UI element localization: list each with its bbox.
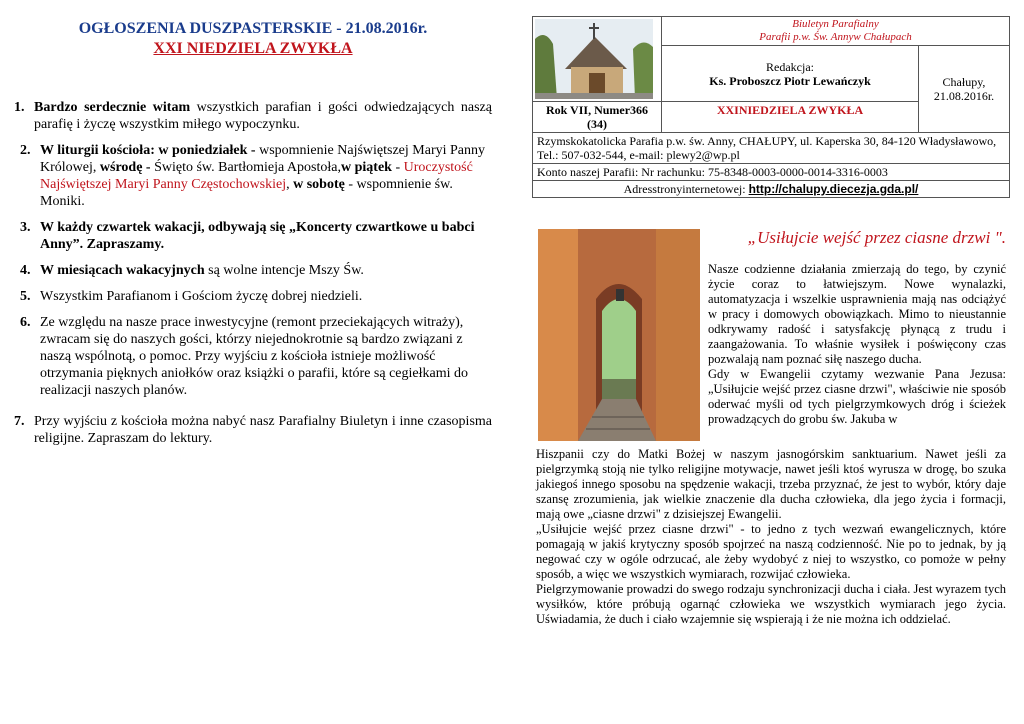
list-item: 3. W każdy czwartek wakacji, odbywają się „Koncerty czwartkowe u babci Anny”. Zapraszamy. — [20, 220, 475, 252]
bulletin-title-cell: Biuletyn Parafialny Parafii p.w. Św. Annyw Chałupach — [662, 17, 1010, 46]
list-item: 1. Bardzo serdecznie witam wszystkich parafian i gości odwiedzających naszą parafię i życzę wszystkim miłego wypoczynku. — [14, 100, 492, 132]
article-continuation: Hiszpanii czy do Matki Bożej w naszym jasnogórskim sanktuarium. Nawet jeśli za pielgrzymką stoją nie tylko religijne motywacje, nawet jeśli ktoś wyrusza w drogę, bo szuka jakiegoś innego sposobu na spędzenie wakacji, trzeba przyznać, że jest to wybór, który daje szansę zrozumienia, jak wielkie znaczenie dla ducha człowieka, dla jego życia i formacji, mają owe „ciasne drzwi" z dzisiejszej Ewangelii. „Usiłujcie wejść przez ciasne drzwi" - to jedno z tych wezwań ewangelicznych, które pomagają w jakiś krytyczny sposób spojrzeć na naszą codzienność. Nie po to jednak, by ją negować czy w ogóle odrzucać, ale żeby wydobyć z niej to wszystko, co pomoże w pełny sposób, a więc we wszystkich wymiarach, rozwijać człowieka. Pielgrzymowanie prowadzi do swego rodzaju synchronizacji ducha i ciała. Jest wyrazem tych wysiłków, które próbują ogarnąć człowieka we wszystkich wymiarach jego życia. Uświadamia, że duch i ciało wzajemnie się wspierają i że nie można ich oddzielać. — [536, 447, 1006, 626]
website-link[interactable]: http://chalupy.diecezja.gda.pl/ — [748, 182, 919, 196]
narrow-passage-photo — [538, 229, 700, 441]
editor-cell: Redakcja: Ks. Proboszcz Piotr Lewańczyk — [662, 46, 919, 102]
article-title: „Usiłujcie wejść przez ciasne drzwi ". — [747, 228, 1006, 247]
list-item: 2. W liturgii kościoła: w poniedziałek - wspomnienie Najświętszej Maryi Panny Królowej, wśrodę - Święto św. Bartłomieja Apostoła,w piątek - Uroczystość Najświętszej Maryi Panny Częstochowskiej, w sobotę - wspomnienie św. Moniki. — [20, 143, 485, 209]
announcements — [14, 14, 492, 456]
date-cell: Chałupy, 21.08.2016r. — [919, 46, 1010, 133]
sunday-name: XXINIEDZIELA ZWYKŁA — [662, 102, 919, 133]
list-item: 7. Przy wyjściu z kościoła można nabyć nasz Parafialny Biuletyn i inne czasopisma religijne. Zapraszam do lektury. — [14, 414, 492, 446]
bulletin-header — [532, 16, 1010, 198]
article-paragraph: Nasze codzienne działania zmierzają do tego, by czynić życie coraz to łatwiejszym. Nowe wynalazki, automatyzacja i wszelkie usprawnienia mają nas odciążyć w pracy i domowych obowiązkach. Mimo to nieustannie odkrywamy radość i satysfakcję płynącą z trudu i zaangażowania. To właśnie wysiłek i poświęcony czas pozwalają nam poznać siłę naszego ducha. Gdy w Ewangelii czytamy wezwanie Pana Jezusa: „Usiłujcie wejść przez ciasne drzwi", właściwie nie sposób oderwać myśli od tych pielgrzymkowych dróg i ścieżek prowadzących do grobu św. Jakuba w — [708, 262, 1006, 426]
announcements-title: OGŁOSZENIA DUSZPASTERSKIE - 21.08.2016r. — [78, 20, 428, 37]
church-photo — [535, 19, 653, 99]
bank-account: Konto naszej Parafii: Nr rachunku: 75-8348-0003-0000-0014-3316-0003 — [533, 164, 1010, 181]
list-item: 6. Ze względu na nasze prace inwestycyjne (remont przeciekających witraży), zwracam się do naszych gości, którzy niejednokrotnie są bardzo związani z naszą wspólnotą, o pomoc. Przy wyjściu z kościoła istnieje możliwość otrzymania pięknych aniołków oraz książki o parafii, które są cegiełkami do realizacji naszych planów. — [20, 315, 469, 398]
church-photo-cell — [533, 17, 662, 102]
list-item: 5. Wszystkim Parafianom i Gościom życzę dobrej niedzieli. — [20, 289, 363, 304]
website-row: Adresstronyinternetowej: http://chalupy.diecezja.gda.pl/ — [533, 181, 1010, 198]
announcements-subtitle: XXI NIEDZIELA ZWYKŁA — [153, 40, 353, 57]
list-item: 4. W miesiącach wakacyjnych są wolne intencje Mszy Św. — [20, 263, 364, 278]
issue-number: Rok VII, Numer366 (34) — [533, 102, 662, 133]
parish-address: Rzymskokatolicka Parafia p.w. św. Anny, CHAŁUPY, ul. Kaperska 30, 84-120 Władysławowo, Tel.: 507-032-544, e-mail: plewy2@wp.pl — [533, 133, 1010, 164]
